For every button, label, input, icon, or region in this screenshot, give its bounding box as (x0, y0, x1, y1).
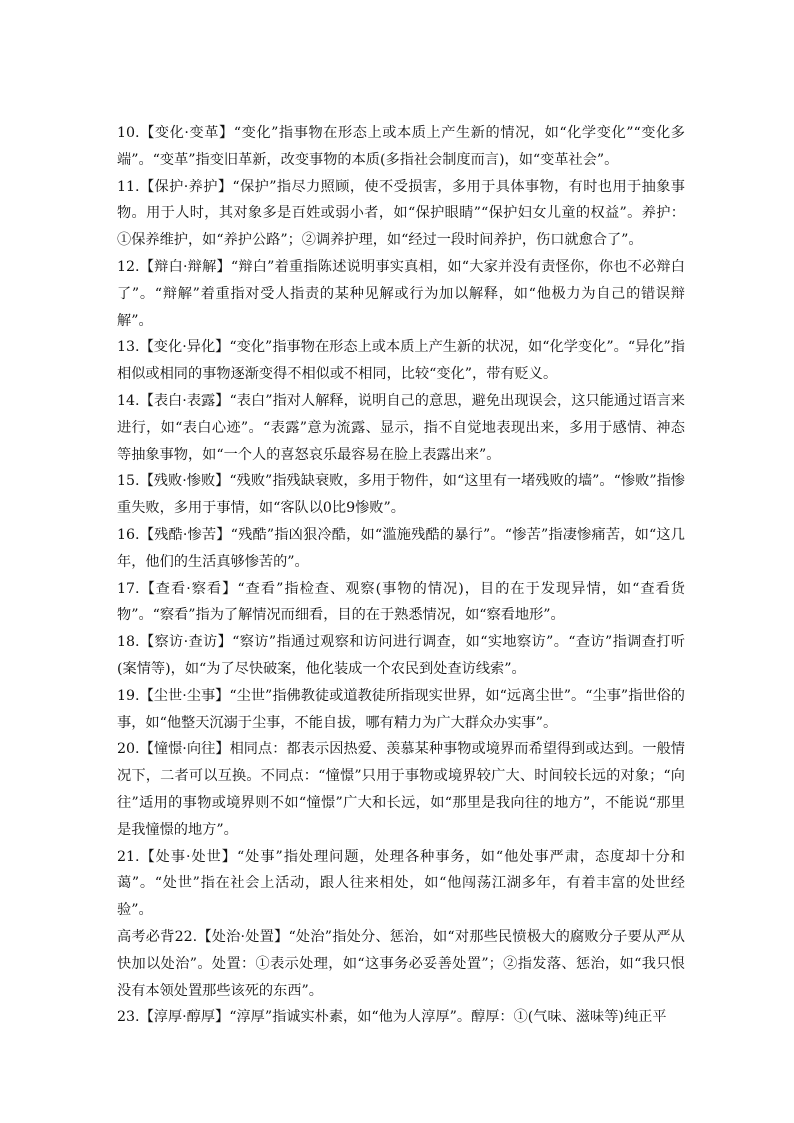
entry-23: 23.【淳厚·醇厚】“淳厚”指诚实朴素，如“他为人淳厚”。醇厚：①(气味、滋味等)纯正平 (117, 1009, 667, 1026)
document-body (117, 120, 685, 1031)
entry-17: 17.【查看·察看】“查看”指检查、观察(事物的情况)，目的在于发现异情，如“查看货物”。“察看”指为了解情况而细看，目的在于熟悉情况，如“察看地形”。 (117, 580, 685, 624)
entry-20: 20.【憧憬·向往】相同点：都表示因热爱、羡慕某种事物或境界而希望得到或达到。一般情况下，二者可以互换。不同点：“憧憬”只用于事物或境界较广大、时间较长远的对象；“向往”适用的事物或境界则不如“憧憬”广大和长远，如“那里是我向往的地方”，不能说“那里是我憧憬的地方”。 (117, 741, 685, 838)
entry-18: 18.【察访·查访】“察访”指通过观察和访问进行调查，如“实地察访”。“查访”指调查打听(案情等)，如“为了尽快破案，他化装成一个农民到处查访线索”。 (117, 634, 685, 677)
entry-13: 13.【变化·异化】“变化”指事物在形态上或本质上产生新的状况，如“化学变化”。“异化”指相似或相同的事物逐渐变得不相似或不相同，比较“变化”，带有贬义。 (117, 339, 685, 383)
entry-16: 16.【残酷·惨苦】“残酷”指凶狠冷酷，如“滥施残酷的暴行”。“惨苦”指凄惨痛苦，如“这几年，他们的生活真够惨苦的”。 (117, 526, 685, 570)
entry-12: 12.【辩白·辩解】“辩白”着重指陈述说明事实真相，如“大家并没有责怪你，你也不必辩白了”。“辩解”着重指对受人指责的某种见解或行为加以解释，如“他极力为自己的错误辩解”。 (117, 258, 685, 329)
entry-22: 高考必背22.【处治·处置】“处治”指处分、惩治，如“对那些民愤极大的腐败分子要从严从快加以处治”。处置：①表示处理，如“这事务必妥善处置”；②指发落、惩治，如“我只恨没有本领处置那些该死的东西”。 (117, 928, 685, 999)
entry-19: 19.【尘世·尘事】“尘世”指佛教徒或道教徒所指现实世界，如“远离尘世”。“尘事”指世俗的事，如“他整天沉溺于尘事，不能自拔，哪有精力为广大群众办实事”。 (117, 687, 685, 731)
entry-15: 15.【残败·惨败】“残败”指残缺衰败，多用于物件，如“这里有一堵残败的墙”。“惨败”指惨重失败，多用于事情，如“客队以0比9惨败”。 (117, 473, 685, 517)
entry-11: 11.【保护·养护】“保护”指尽力照顾，使不受损害，多用于具体事物，有时也用于抽象事物。用于人时，其对象多是百姓或弱小者，如“保护眼睛”“保护妇女儿童的权益”。养护：①保养维护，如“养护公路”；②调养护理，如“经过一段时间养护，伤口就愈合了”。 (117, 178, 685, 249)
entry-14: 14.【表白·表露】“表白”指对人解释，说明自己的意思，避免出现误会，这只能通过语言来进行，如“表白心迹”。“表露”意为流露、显示，指不自觉地表现出来，多用于感情、神态等抽象事物，如“一个人的喜怒哀乐最容易在脸上表露出来”。 (117, 392, 685, 463)
entry-10: 10.【变化·变革】“变化”指事物在形态上或本质上产生新的情况，如“化学变化”“变化多端”。“变革”指变旧革新，改变事物的本质(多指社会制度而言)，如“变革社会”。 (117, 125, 685, 168)
entry-21: 21.【处事·处世】“处事”指处理问题，处理各种事务，如“他处事严肃，态度却十分和蔼”。“处世”指在社会上活动，跟人往来相处，如“他闯荡江湖多年，有着丰富的处世经验”。 (117, 848, 685, 919)
